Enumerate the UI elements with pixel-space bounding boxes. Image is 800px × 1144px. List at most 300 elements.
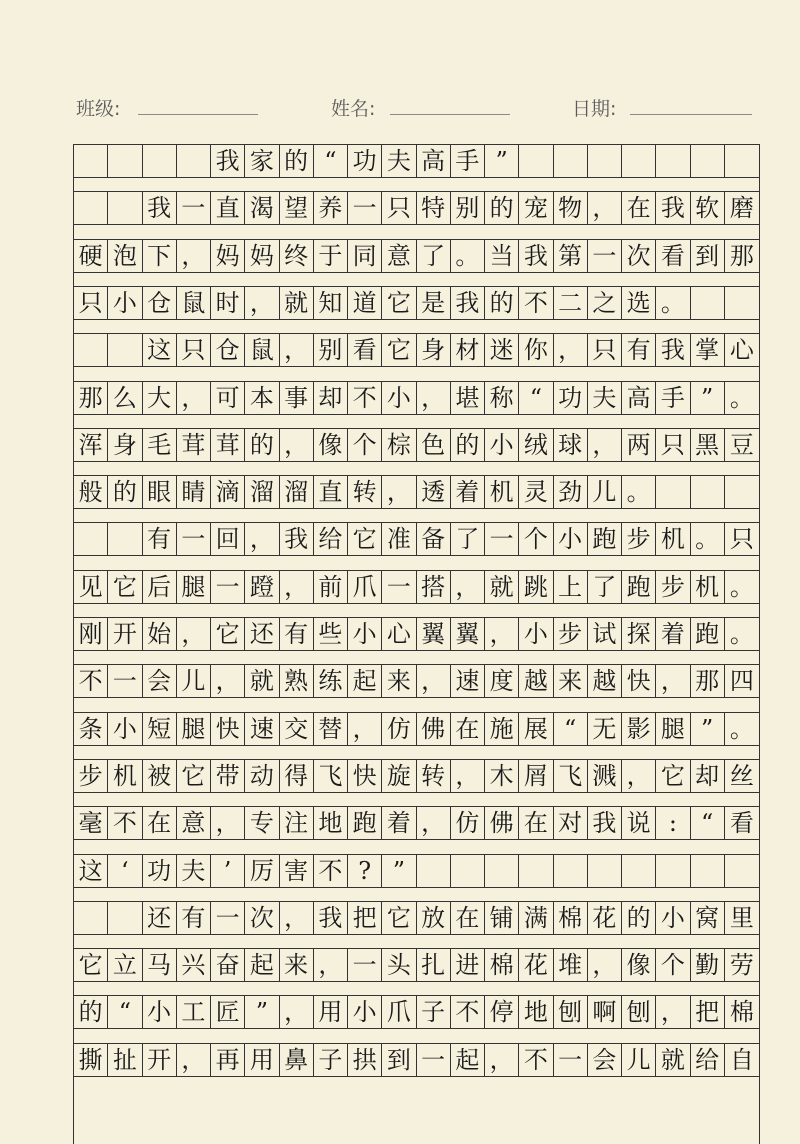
grid-cell: 大 — [143, 382, 177, 414]
grid-cell: 个 — [656, 949, 690, 981]
grid-cell: 准 — [382, 523, 416, 555]
grid-cell: 只 — [74, 287, 108, 319]
grid-cell: 鼻 — [280, 1044, 314, 1076]
grid-cell: 黑 — [691, 429, 725, 461]
grid-cell: 一 — [177, 192, 211, 224]
grid-cell: 注 — [280, 807, 314, 839]
grid-cell: 刚 — [74, 618, 108, 650]
grid-cell: 像 — [622, 949, 656, 981]
grid-cell: 浑 — [74, 429, 108, 461]
grid-cell: 花 — [519, 949, 553, 981]
grid-cell: ， — [177, 618, 211, 650]
grid-cell: 的 — [280, 145, 314, 177]
grid-cell: 像 — [314, 429, 348, 461]
grid-cell: 别 — [314, 334, 348, 366]
grid-cell: 只 — [382, 192, 416, 224]
grid-cell: ， — [588, 192, 622, 224]
grid-cell: 家 — [245, 145, 279, 177]
grid-cell: ， — [588, 949, 622, 981]
grid-cell: 里 — [729, 903, 754, 932]
grid-cell: ， — [656, 665, 690, 697]
grid-cell: 交 — [280, 713, 314, 745]
grid-cell: 儿 — [177, 665, 211, 697]
grid-cell: 毛 — [143, 429, 177, 461]
grid-cell: 我 — [519, 240, 553, 272]
grid-cell — [691, 855, 725, 887]
grid-cell: 小 — [554, 523, 588, 555]
grid-cell: 掌 — [691, 334, 725, 366]
grid-cell — [74, 145, 108, 177]
grid-cell: 了 — [588, 571, 622, 603]
grid-cell: 铺 — [485, 902, 519, 934]
grid-cell — [725, 855, 759, 887]
grid-cell: 就 — [485, 571, 519, 603]
grid-cell: ， — [280, 334, 314, 366]
grid-cell: 不 — [451, 996, 485, 1028]
grid-cell: ， — [554, 334, 588, 366]
grid-cell: 看 — [348, 334, 382, 366]
grid-cell: 会 — [143, 665, 177, 697]
grid-cell: 溜 — [280, 476, 314, 508]
grid-cell: 就 — [245, 665, 279, 697]
grid-cell: 二 — [554, 287, 588, 319]
grid-cell: 佛 — [485, 807, 519, 839]
grid-cell: 窝 — [691, 902, 725, 934]
grid-cell: 意 — [177, 807, 211, 839]
grid-row — [74, 759, 759, 793]
grid-cell: 一 — [211, 902, 245, 934]
grid-cell: ， — [177, 240, 211, 272]
grid-cell: 的 — [108, 476, 142, 508]
grid-cell: 前 — [314, 571, 348, 603]
grid-cell: 之 — [588, 287, 622, 319]
grid-cell: 鼠 — [177, 287, 211, 319]
grid-cell: 功 — [348, 145, 382, 177]
class-label: 班级: — [76, 98, 121, 120]
grid-cell: 它 — [108, 571, 142, 603]
grid-cell: 下 — [143, 240, 177, 272]
grid-cell: 仿 — [451, 807, 485, 839]
grid-cell — [725, 145, 759, 177]
grid-cell: 蹬 — [245, 571, 279, 603]
grid-cell: 小 — [348, 996, 382, 1028]
worksheet-header — [0, 94, 800, 124]
grid-cell: ， — [417, 665, 451, 697]
grid-cell: 终 — [280, 240, 314, 272]
grid-cell: 探 — [622, 618, 656, 650]
grid-cell: 小 — [108, 713, 142, 745]
grid-cell: 意 — [382, 240, 416, 272]
grid-cell: 用 — [314, 996, 348, 1028]
grid-row — [74, 239, 759, 273]
grid-cell: 熟 — [280, 665, 314, 697]
grid-cell: 起 — [245, 949, 279, 981]
grid-cell: 在 — [143, 807, 177, 839]
grid-cell: 它 — [382, 287, 416, 319]
grid-cell: 心 — [729, 336, 754, 365]
grid-cell: 只 — [588, 334, 622, 366]
grid-cell: 却 — [314, 382, 348, 414]
grid-cell: 溅 — [588, 760, 622, 792]
grid-cell: 软 — [691, 192, 725, 224]
grid-cell: 一 — [177, 523, 211, 555]
grid-cell — [691, 476, 725, 508]
grid-cell: 这 — [143, 334, 177, 366]
grid-cell: 被 — [143, 760, 177, 792]
name-label: 姓名: — [331, 98, 376, 120]
grid-cell: 直 — [211, 192, 245, 224]
grid-cell: 回 — [211, 523, 245, 555]
grid-cell: 腿 — [177, 571, 211, 603]
grid-cell: 事 — [280, 382, 314, 414]
grid-cell: ， — [485, 618, 519, 650]
grid-cell: 小 — [348, 618, 382, 650]
grid-cell: ， — [622, 760, 656, 792]
grid-cell: 一 — [211, 571, 245, 603]
grid-cell: ， — [280, 429, 314, 461]
grid-cell: 撕 — [74, 1044, 108, 1076]
grid-cell: 工 — [177, 996, 211, 1028]
grid-cell — [656, 145, 690, 177]
grid-cell: : — [656, 807, 690, 839]
grid-cell: 小 — [143, 996, 177, 1028]
grid-cell: 对 — [554, 807, 588, 839]
grid-cell: 心 — [382, 618, 416, 650]
grid-cell: 木 — [485, 760, 519, 792]
grid-cell: 功 — [554, 382, 588, 414]
grid-cell: 它 — [74, 949, 108, 981]
grid-cell: 满 — [519, 902, 553, 934]
grid-cell: 茸 — [177, 429, 211, 461]
grid-cell: 机 — [656, 523, 690, 555]
grid-cell: 一 — [382, 571, 416, 603]
grid-cell: 来 — [280, 949, 314, 981]
grid-cell: 渴 — [245, 192, 279, 224]
grid-cell — [485, 855, 519, 887]
grid-cell: 我 — [143, 192, 177, 224]
grid-cell: 。 — [729, 714, 754, 743]
grid-cell: 。 — [451, 240, 485, 272]
grid-cell: 屑 — [519, 760, 553, 792]
grid-cell: 小 — [108, 287, 142, 319]
grid-cell: 不 — [519, 287, 553, 319]
grid-row — [74, 854, 759, 888]
grid-cell: 我 — [211, 145, 245, 177]
grid-cell: “ — [691, 807, 725, 839]
grid-cell: 劲 — [554, 476, 588, 508]
grid-row — [74, 191, 759, 225]
grid-cell: 身 — [417, 334, 451, 366]
grid-cell: 来 — [382, 665, 416, 697]
grid-cell: 地 — [314, 807, 348, 839]
grid-cell — [622, 145, 656, 177]
grid-cell: 次 — [245, 902, 279, 934]
grid-row — [74, 570, 759, 604]
grid-cell — [108, 145, 142, 177]
grid-cell: 丝 — [729, 761, 754, 790]
grid-cell: 旋 — [382, 760, 416, 792]
grid-cell: ” — [691, 382, 725, 414]
grid-cell: ， — [417, 382, 451, 414]
grid-cell: 啊 — [588, 996, 622, 1028]
grid-cell — [554, 855, 588, 887]
grid-cell: 说 — [622, 807, 656, 839]
grid-cell — [622, 855, 656, 887]
grid-cell: 高 — [622, 382, 656, 414]
grid-cell: 的 — [485, 192, 519, 224]
grid-cell: 睛 — [177, 476, 211, 508]
grid-cell: 磨 — [729, 194, 754, 223]
grid-cell: 爪 — [382, 996, 416, 1028]
grid-cell: 在 — [622, 192, 656, 224]
grid-cell: 得 — [280, 760, 314, 792]
grid-cell: 了 — [417, 240, 451, 272]
grid-cell: 棕 — [382, 429, 416, 461]
grid-cell: 绒 — [519, 429, 553, 461]
date-label: 日期: — [572, 98, 617, 120]
grid-cell — [691, 287, 725, 319]
grid-cell: 我 — [314, 902, 348, 934]
grid-row — [74, 286, 759, 320]
grid-cell: 飞 — [314, 760, 348, 792]
grid-cell — [74, 334, 108, 366]
grid-row — [74, 333, 759, 367]
grid-cell: ， — [280, 902, 314, 934]
grid-cell: 劳 — [729, 951, 754, 980]
grid-cell: 扎 — [417, 949, 451, 981]
grid-cell: 我 — [451, 287, 485, 319]
grid-cell: 度 — [485, 665, 519, 697]
grid-cell: ， — [382, 476, 416, 508]
grid-cell: 腿 — [177, 713, 211, 745]
grid-cell: 。 — [729, 620, 754, 648]
grid-cell: 只 — [729, 525, 754, 554]
grid-cell: ， — [451, 760, 485, 792]
grid-cell: ， — [245, 523, 279, 555]
grid-cell: 短 — [143, 713, 177, 745]
grid-cell: 拱 — [348, 1044, 382, 1076]
grid-cell: 跑 — [588, 523, 622, 555]
grid-cell: 一 — [417, 1044, 451, 1076]
grid-cell: 条 — [74, 713, 108, 745]
grid-cell: 它 — [177, 760, 211, 792]
grid-cell — [74, 902, 108, 934]
grid-cell: 再 — [211, 1044, 245, 1076]
grid-cell: 物 — [554, 192, 588, 224]
grid-cell — [108, 334, 142, 366]
grid-cell: 时 — [211, 287, 245, 319]
grid-cell — [519, 855, 553, 887]
grid-cell: ” — [245, 996, 279, 1028]
grid-cell: 的 — [485, 287, 519, 319]
grid-cell: 它 — [656, 760, 690, 792]
grid-row — [74, 806, 759, 840]
grid-cell: 儿 — [588, 476, 622, 508]
grid-cell: 的 — [451, 429, 485, 461]
grid-cell: 手 — [656, 382, 690, 414]
grid-cell: ， — [348, 713, 382, 745]
grid-cell: 夫 — [588, 382, 622, 414]
grid-cell: ” — [485, 145, 519, 177]
grid-cell: 。 — [622, 476, 656, 508]
grid-cell: 堪 — [451, 382, 485, 414]
grid-cell: 只 — [656, 429, 690, 461]
grid-cell: 转 — [348, 476, 382, 508]
grid-cell: 机 — [691, 571, 725, 603]
grid-cell: 是 — [417, 287, 451, 319]
grid-cell: 仿 — [382, 713, 416, 745]
grid-cell: 别 — [451, 192, 485, 224]
grid-cell: ” — [691, 713, 725, 745]
grid-cell: 练 — [314, 665, 348, 697]
grid-cell: 色 — [417, 429, 451, 461]
grid-cell: 可 — [211, 382, 245, 414]
grid-cell: 跑 — [622, 571, 656, 603]
grid-cell: 见 — [74, 571, 108, 603]
grid-cell: 了 — [451, 523, 485, 555]
grid-cell: 在 — [451, 713, 485, 745]
grid-cell: 在 — [451, 902, 485, 934]
grid-cell: 儿 — [622, 1044, 656, 1076]
grid-row — [74, 144, 759, 178]
grid-cell: 不 — [519, 1044, 553, 1076]
composition-grid — [73, 144, 760, 1144]
grid-cell: 步 — [622, 523, 656, 555]
grid-cell: 腿 — [656, 713, 690, 745]
grid-row — [74, 948, 759, 982]
class-blank-line — [138, 114, 258, 115]
grid-cell: 就 — [280, 287, 314, 319]
grid-cell: ， — [417, 807, 451, 839]
grid-cell: 两 — [622, 429, 656, 461]
grid-cell: 这 — [74, 855, 108, 887]
grid-cell: 看 — [729, 809, 754, 838]
grid-cell: ‘ — [108, 855, 142, 887]
grid-cell: “ — [108, 996, 142, 1028]
grid-cell: 跑 — [691, 618, 725, 650]
grid-cell — [691, 145, 725, 177]
grid-row — [74, 522, 759, 556]
grid-cell — [656, 855, 690, 887]
grid-cell: 些 — [314, 618, 348, 650]
grid-cell: 养 — [314, 192, 348, 224]
grid-cell: 于 — [314, 240, 348, 272]
grid-cell: 小 — [519, 618, 553, 650]
grid-cell: 仓 — [143, 287, 177, 319]
grid-cell: 眼 — [143, 476, 177, 508]
grid-cell: 却 — [691, 760, 725, 792]
grid-row — [74, 428, 759, 462]
grid-cell: 无 — [588, 713, 622, 745]
grid-cell: 进 — [451, 949, 485, 981]
grid-cell — [74, 192, 108, 224]
grid-cell: 备 — [417, 523, 451, 555]
grid-cell: ， — [245, 287, 279, 319]
grid-row — [74, 381, 759, 415]
grid-cell: “ — [519, 382, 553, 414]
grid-cell: 快 — [211, 713, 245, 745]
grid-cell: ， — [280, 571, 314, 603]
grid-cell — [108, 192, 142, 224]
grid-cell — [143, 145, 177, 177]
grid-cell: 机 — [108, 760, 142, 792]
grid-cell: 开 — [108, 618, 142, 650]
grid-cell: 那 — [74, 382, 108, 414]
grid-cell: 用 — [245, 1044, 279, 1076]
grid-cell: 个 — [348, 429, 382, 461]
grid-cell: 手 — [451, 145, 485, 177]
grid-cell: 起 — [348, 665, 382, 697]
grid-cell: 放 — [417, 902, 451, 934]
grid-cell: 带 — [211, 760, 245, 792]
grid-cell: 翼 — [451, 618, 485, 650]
grid-cell: 。 — [729, 572, 754, 601]
grid-cell: 快 — [348, 760, 382, 792]
grid-cell: 花 — [588, 902, 622, 934]
grid-cell: 本 — [245, 382, 279, 414]
grid-cell: 我 — [280, 523, 314, 555]
grid-cell: 夫 — [177, 855, 211, 887]
grid-cell: 展 — [519, 713, 553, 745]
grid-cell: 泡 — [108, 240, 142, 272]
grid-cell: 一 — [348, 192, 382, 224]
grid-cell: 小 — [382, 382, 416, 414]
grid-row — [74, 617, 759, 651]
grid-cell: ， — [588, 429, 622, 461]
grid-cell: “ — [314, 145, 348, 177]
grid-cell: 特 — [417, 192, 451, 224]
grid-cell: 次 — [622, 240, 656, 272]
grid-cell: 小 — [485, 429, 519, 461]
grid-cell: 翼 — [417, 618, 451, 650]
grid-cell: 一 — [588, 240, 622, 272]
grid-cell: 兴 — [177, 949, 211, 981]
grid-cell: 动 — [245, 760, 279, 792]
grid-cell: 硬 — [74, 240, 108, 272]
grid-cell: 有 — [177, 902, 211, 934]
grid-row — [74, 664, 759, 698]
grid-cell: 步 — [656, 571, 690, 603]
grid-cell: 刨 — [622, 996, 656, 1028]
grid-cell: 不 — [348, 382, 382, 414]
grid-cell: 毫 — [74, 807, 108, 839]
grid-cell: 同 — [348, 240, 382, 272]
grid-cell: 马 — [143, 949, 177, 981]
grid-cell: 越 — [519, 665, 553, 697]
grid-cell: 到 — [691, 240, 725, 272]
grid-cell: 宠 — [519, 192, 553, 224]
grid-cell: 仓 — [211, 334, 245, 366]
grid-cell: 夫 — [382, 145, 416, 177]
grid-cell: 快 — [622, 665, 656, 697]
grid-cell — [519, 145, 553, 177]
grid-cell: 材 — [451, 334, 485, 366]
grid-cell: 扯 — [108, 1044, 142, 1076]
grid-cell: 它 — [348, 523, 382, 555]
grid-cell: ， — [177, 1044, 211, 1076]
grid-cell: 替 — [314, 713, 348, 745]
grid-cell: 迷 — [485, 334, 519, 366]
grid-cell: 佛 — [417, 713, 451, 745]
grid-cell: 只 — [177, 334, 211, 366]
grid-cell: 知 — [314, 287, 348, 319]
grid-cell: 飞 — [554, 760, 588, 792]
grid-cell: 棉 — [485, 949, 519, 981]
grid-cell: 那 — [729, 241, 754, 270]
grid-cell: 专 — [245, 807, 279, 839]
grid-cell: 跑 — [348, 807, 382, 839]
grid-cell — [74, 523, 108, 555]
